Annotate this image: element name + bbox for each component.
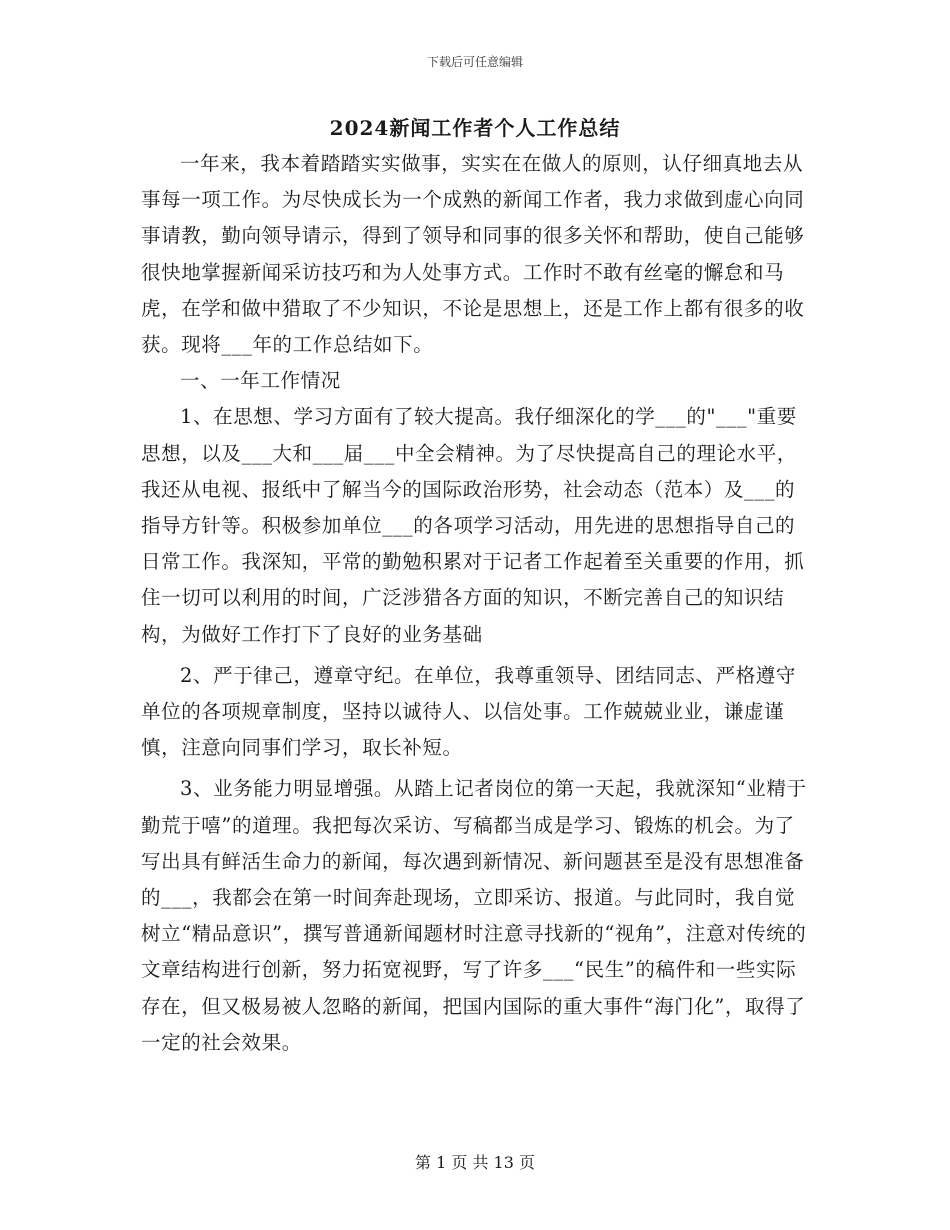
paragraph-item-3: 3、业务能力明显增强。从踏上记者岗位的第一天起，我就深知“业精于勤荒于嘻”的道理。我把每次采访、写稿都当成是学习、锻炼的机会。为了写出具有鲜活生命力的新闻，每次遇到新情况、新问题甚至是没有思想准备的___，我都会在第一时间奔赴现场，立即采访、报道。与此同时，我自觉树立“精品意识”，撰写普通新闻题材时注意寻找新的“视角”，注意对传统的文章结构进行创新，努力拓宽视野，写了许多___“民生”的稿件和一些实际存在，但又极易被人忽略的新闻，把国内国际的重大事件“海门化”，取得了一定的社会效果。 [141, 777, 807, 1054]
header-note: 下载后可任意编辑 [426, 55, 523, 69]
document-title: 2024新闻工作者个人工作总结 [329, 116, 621, 140]
paragraph-item-1: 1、在思想、学习方面有了较大提高。我仔细深化的学___的"___"重要思想，以及___大和___届___中全会精神。为了尽快提高自己的理论水平，我还从电视、报纸中了解当今的国际政治形势，社会动态（范本）及___的指导方针等。积极参加单位___的各项学习活动，用先进的思想指导自己的日常工作。我深知，平常的勤勉积累对于记者工作起着至关重要的作用，抓住一切可以利用的时间，广泛涉猎各方面的知识，不断完善自己的知识结构，为做好工作打下了良好的业务基础 [141, 405, 805, 646]
page-footer: 第 1 页 共 13 页 [415, 1153, 535, 1172]
paragraph-intro: 一年来，我本着踏踏实实做事，实实在在做人的原则，认仔细真地去从事每一项工作。为尽快成长为一个成熟的新闻工作者，我力求做到虚心向同事请教，勤向领导请示，得到了领导和同事的很多关怀和帮助，使自己能够很快地掌握新闻采访技巧和为人处事方式。工作时不敢有丝毫的懈怠和马虎，在学和做中猎取了不少知识，不论是思想上，还是工作上都有很多的收获。现将___年的工作总结如下。 [141, 152, 805, 357]
document-body [141, 146, 811, 1061]
section-heading: 一、一年工作情况 [180, 369, 341, 393]
paragraph-item-2: 2、严于律己，遵章守纪。在单位，我尊重领导、团结同志、严格遵守单位的各项规章制度，坚持以诚待人、以信处事。工作兢兢业业，谦虚谨慎，注意向同事们学习，取长补短。 [141, 663, 797, 760]
